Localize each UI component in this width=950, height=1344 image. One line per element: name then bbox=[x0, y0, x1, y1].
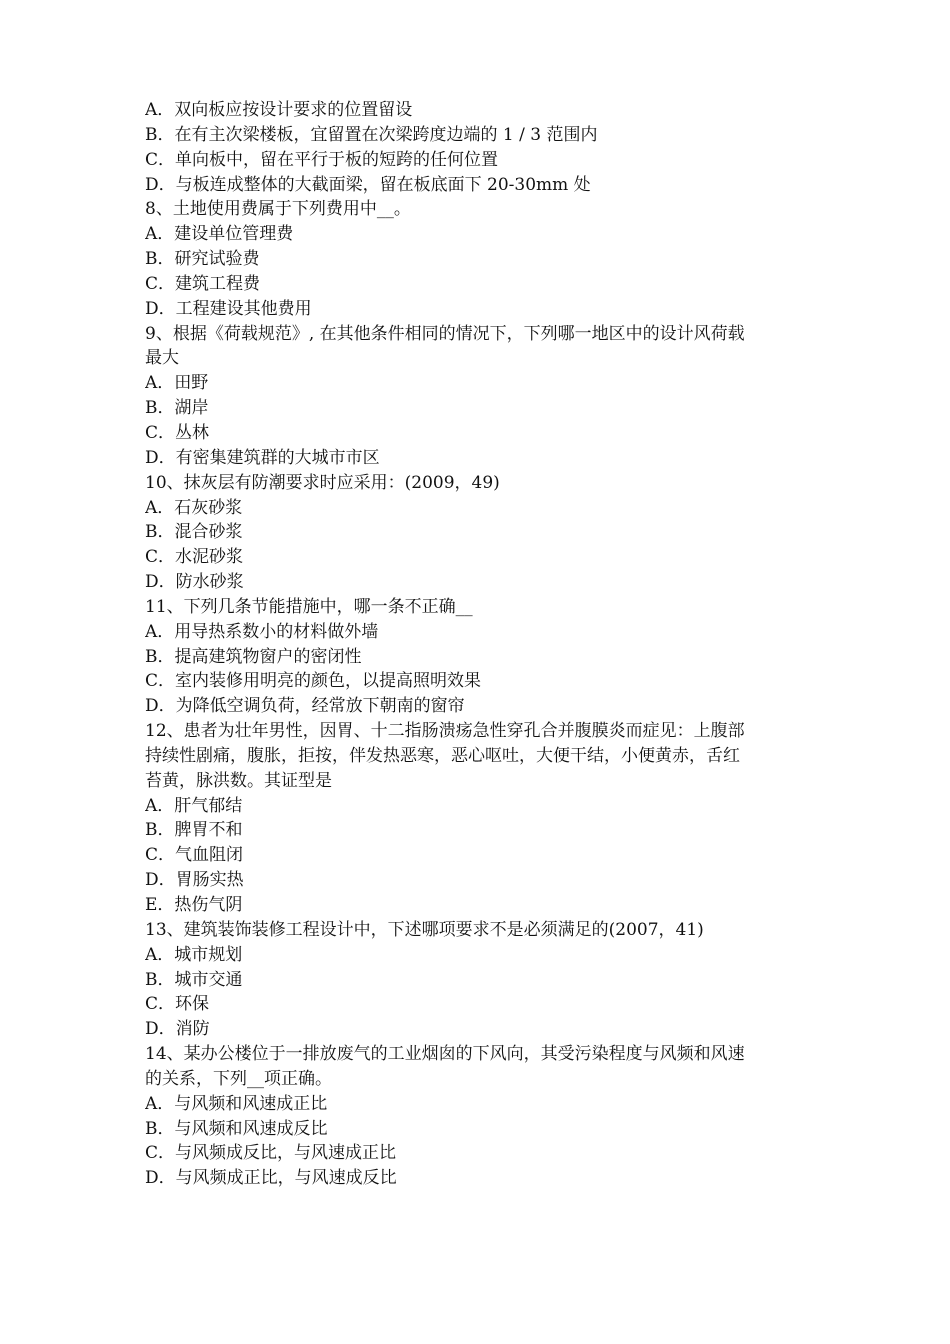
option-a-line: A．田野 bbox=[145, 373, 209, 394]
option-d-line: D．有密集建筑群的大城市市区 bbox=[145, 447, 380, 468]
question-8: 8、土地使用费属于下列费用中__。 bbox=[145, 199, 411, 220]
option-b-line: B．脾胃不和 bbox=[145, 820, 243, 841]
option-d-line: D．与风频成正比，与风速成反比 bbox=[145, 1168, 397, 1189]
question-10: 10、抹灰层有防潮要求时应采用：(2009，49) bbox=[145, 472, 500, 493]
option-c-line: C．水泥砂浆 bbox=[145, 547, 244, 568]
question-14-continued: 的关系，下列__项正确。 bbox=[145, 1068, 332, 1089]
option-b-line: B．在有主次梁楼板，宜留置在次梁跨度边端的 1 / 3 范围内 bbox=[145, 124, 598, 145]
option-c-line: C．单向板中，留在平行于板的短跨的任何位置 bbox=[145, 149, 499, 170]
option-c-line: C．建筑工程费 bbox=[145, 273, 261, 294]
option-d-line: D．为降低空调负荷，经常放下朝南的窗帘 bbox=[145, 696, 465, 717]
question-9-continued: 最大 bbox=[145, 348, 179, 369]
question-12-continued: 苔黄，脉洪数。其证型是 bbox=[145, 770, 332, 791]
option-d-line: D．与板连成整体的大截面梁，留在板底面下 20-30mm 处 bbox=[145, 174, 591, 195]
option-b-line: B．混合砂浆 bbox=[145, 522, 243, 543]
option-d-line: D．胃肠实热 bbox=[145, 870, 244, 891]
question-9: 9、根据《荷载规范》, 在其他条件相同的情况下，下列哪一地区中的设计风荷载 bbox=[145, 323, 745, 344]
option-a-line: A．与风频和风速成正比 bbox=[145, 1093, 328, 1114]
option-a-line: A．双向板应按设计要求的位置留设 bbox=[145, 100, 413, 120]
option-a-line: A．石灰砂浆 bbox=[145, 497, 243, 518]
question-12-continued: 持续性剧痛，腹胀，拒按，伴发热恶寒，恶心呕吐，大便干结，小便黄赤，舌红 bbox=[145, 745, 740, 766]
option-c-line: C．环保 bbox=[145, 994, 210, 1015]
question-11: 11、下列几条节能措施中，哪一条不正确__ bbox=[145, 596, 473, 617]
question-13: 13、建筑装饰装修工程设计中，下述哪项要求不是必须满足的(2007，41) bbox=[145, 919, 704, 940]
question-14: 14、某办公楼位于一排放废气的工业烟囱的下风向，其受污染程度与风频和风速 bbox=[145, 1044, 745, 1065]
option-a-line: A．用导热系数小的材料做外墙 bbox=[145, 621, 379, 642]
option-c-line: C．气血阻闭 bbox=[145, 845, 244, 866]
option-a-line: A．建设单位管理费 bbox=[145, 224, 294, 245]
document-body bbox=[145, 98, 825, 1191]
option-b-line: B．与风频和风速成反比 bbox=[145, 1118, 328, 1139]
option-d-line: D．工程建设其他费用 bbox=[145, 298, 312, 319]
option-d-line: D．消防 bbox=[145, 1019, 210, 1040]
option-b-line: B．湖岸 bbox=[145, 398, 209, 419]
option-b-line: B．研究试验费 bbox=[145, 249, 260, 270]
option-b-line: B．城市交通 bbox=[145, 969, 243, 990]
option-e-line: E．热伤气阴 bbox=[145, 895, 243, 915]
option-b-line: B．提高建筑物窗户的密闭性 bbox=[145, 646, 362, 667]
option-d-line: D．防水砂浆 bbox=[145, 572, 244, 593]
question-12: 12、患者为壮年男性，因胃、十二指肠溃疡急性穿孔合并腹膜炎而症见：上腹部 bbox=[145, 721, 745, 742]
option-c-line: C．与风频成反比，与风速成正比 bbox=[145, 1143, 397, 1164]
option-c-line: C．室内装修用明亮的颜色，以提高照明效果 bbox=[145, 671, 482, 692]
option-a-line: A．肝气郁结 bbox=[145, 795, 243, 816]
option-a-line: A．城市规划 bbox=[145, 944, 243, 965]
option-c-line: C．丛林 bbox=[145, 422, 210, 443]
